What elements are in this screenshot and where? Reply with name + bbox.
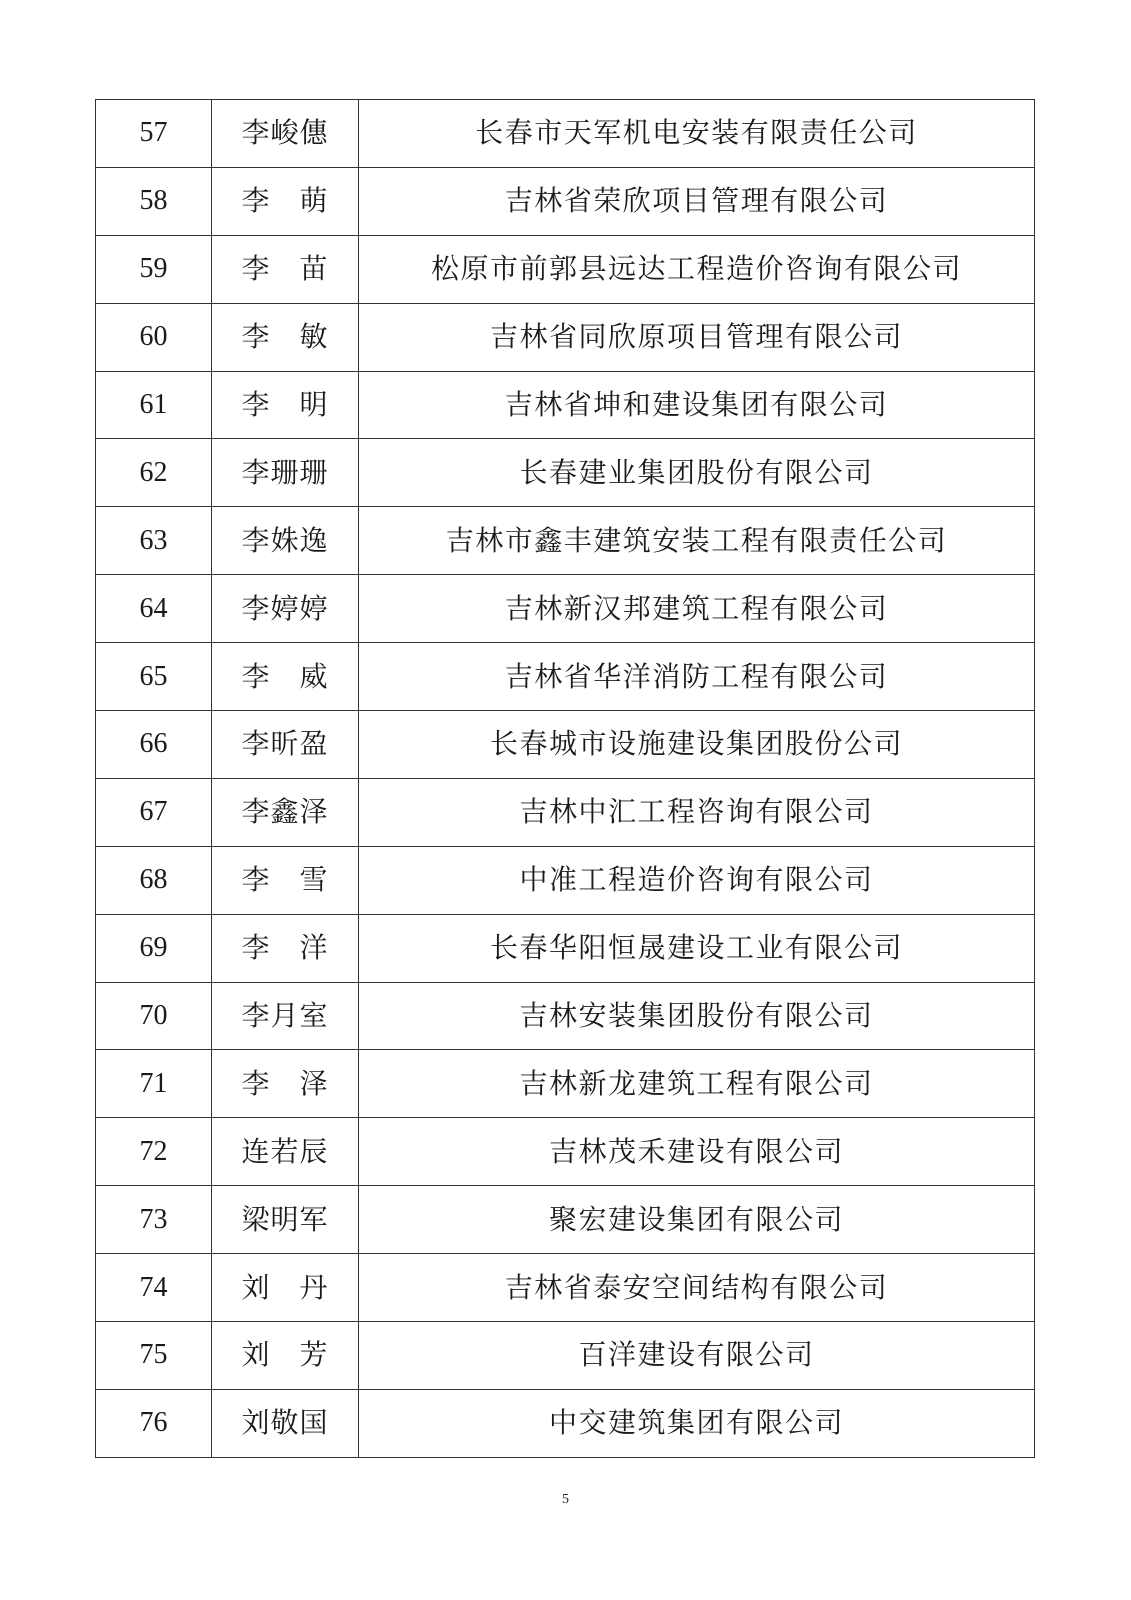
table-row: [96, 1254, 1035, 1322]
row-number: 58: [96, 167, 212, 235]
table-row: [96, 1118, 1035, 1186]
roster-table: [95, 99, 1035, 1458]
table-row: [96, 303, 1035, 371]
person-name: 刘敬国: [212, 1389, 359, 1457]
table-row: [96, 1389, 1035, 1457]
person-name: 李婷婷: [212, 575, 359, 643]
person-name: 李 萌: [212, 167, 359, 235]
person-name: 李姝逸: [212, 507, 359, 575]
person-name: 李昕盈: [212, 711, 359, 779]
row-number: 61: [96, 371, 212, 439]
table-row: [96, 575, 1035, 643]
company-name: 吉林市鑫丰建筑安装工程有限责任公司: [359, 507, 1035, 575]
person-name: 连若辰: [212, 1118, 359, 1186]
table-row: [96, 100, 1035, 168]
table-row: [96, 235, 1035, 303]
person-name: 李 威: [212, 643, 359, 711]
table-row: [96, 643, 1035, 711]
company-name: 长春城市设施建设集团股份公司: [359, 711, 1035, 779]
row-number: 73: [96, 1186, 212, 1254]
company-name: 聚宏建设集团有限公司: [359, 1186, 1035, 1254]
table-row: [96, 711, 1035, 779]
table-row: [96, 371, 1035, 439]
table-row: [96, 167, 1035, 235]
company-name: 吉林省泰安空间结构有限公司: [359, 1254, 1035, 1322]
row-number: 70: [96, 982, 212, 1050]
person-name: 李 明: [212, 371, 359, 439]
person-name: 李 敏: [212, 303, 359, 371]
company-name: 中交建筑集团有限公司: [359, 1389, 1035, 1457]
company-name: 吉林省同欣原项目管理有限公司: [359, 303, 1035, 371]
row-number: 75: [96, 1322, 212, 1390]
person-name: 李 泽: [212, 1050, 359, 1118]
company-name: 长春建业集团股份有限公司: [359, 439, 1035, 507]
table-row: [96, 1322, 1035, 1390]
table-row: [96, 439, 1035, 507]
company-name: 百洋建设有限公司: [359, 1322, 1035, 1390]
row-number: 74: [96, 1254, 212, 1322]
table-row: [96, 914, 1035, 982]
company-name: 吉林新龙建筑工程有限公司: [359, 1050, 1035, 1118]
person-name: 刘 丹: [212, 1254, 359, 1322]
page-number: 5: [562, 1492, 569, 1507]
row-number: 72: [96, 1118, 212, 1186]
table-row: [96, 846, 1035, 914]
row-number: 69: [96, 914, 212, 982]
company-name: 吉林中汇工程咨询有限公司: [359, 778, 1035, 846]
row-number: 76: [96, 1389, 212, 1457]
row-number: 66: [96, 711, 212, 779]
company-name: 吉林省坤和建设集团有限公司: [359, 371, 1035, 439]
table-row: [96, 1186, 1035, 1254]
person-name: 刘 芳: [212, 1322, 359, 1390]
row-number: 65: [96, 643, 212, 711]
company-name: 吉林新汉邦建筑工程有限公司: [359, 575, 1035, 643]
person-name: 李鑫泽: [212, 778, 359, 846]
table-row: [96, 507, 1035, 575]
person-name: 李月室: [212, 982, 359, 1050]
company-name: 吉林省荣欣项目管理有限公司: [359, 167, 1035, 235]
person-name: 梁明军: [212, 1186, 359, 1254]
company-name: 中准工程造价咨询有限公司: [359, 846, 1035, 914]
row-number: 57: [96, 100, 212, 168]
row-number: 71: [96, 1050, 212, 1118]
company-name: 吉林省华洋消防工程有限公司: [359, 643, 1035, 711]
person-name: 李 洋: [212, 914, 359, 982]
row-number: 62: [96, 439, 212, 507]
person-name: 李珊珊: [212, 439, 359, 507]
company-name: 吉林茂禾建设有限公司: [359, 1118, 1035, 1186]
company-name: 松原市前郭县远达工程造价咨询有限公司: [359, 235, 1035, 303]
person-name: 李峻僡: [212, 100, 359, 168]
company-name: 长春市天军机电安装有限责任公司: [359, 100, 1035, 168]
row-number: 59: [96, 235, 212, 303]
row-number: 64: [96, 575, 212, 643]
row-number: 60: [96, 303, 212, 371]
row-number: 68: [96, 846, 212, 914]
table-row: [96, 982, 1035, 1050]
table-row: [96, 778, 1035, 846]
table-row: [96, 1050, 1035, 1118]
roster-table-body: [96, 100, 1035, 1458]
company-name: 吉林安装集团股份有限公司: [359, 982, 1035, 1050]
company-name: 长春华阳恒晟建设工业有限公司: [359, 914, 1035, 982]
person-name: 李 苗: [212, 235, 359, 303]
person-name: 李 雪: [212, 846, 359, 914]
row-number: 63: [96, 507, 212, 575]
row-number: 67: [96, 778, 212, 846]
